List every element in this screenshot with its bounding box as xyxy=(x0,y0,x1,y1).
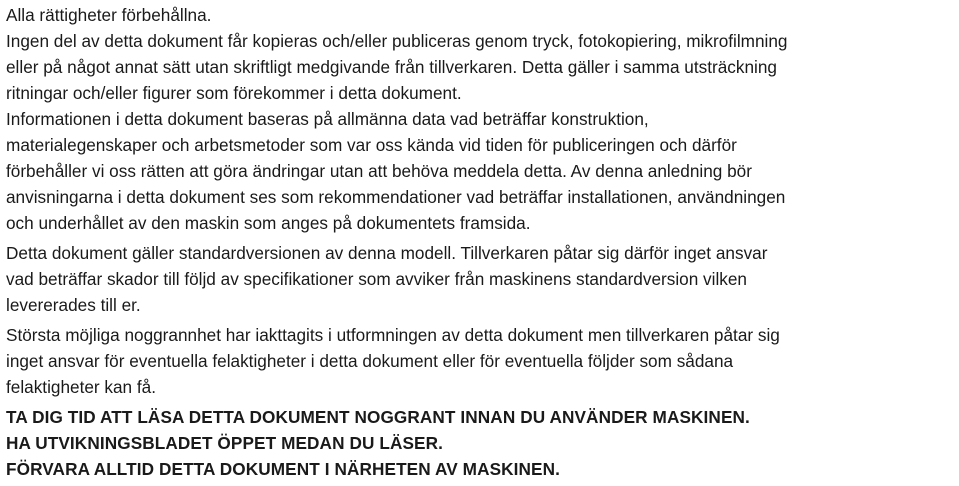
text-line: Detta dokument gäller standardversionen av denna modell. Tillverkaren påtar sig därför inget ansvar xyxy=(6,243,768,263)
text-line: anvisningarna i detta dokument ses som rekommendationer vad beträffar installationen, användningen xyxy=(6,187,786,207)
text-line: Informationen i detta dokument baseras på allmänna data vad beträffar konstruktion, xyxy=(6,109,649,129)
warning-keep-near-machine: FÖRVARA ALLTID DETTA DOKUMENT I NÄRHETEN AV MASKINEN. xyxy=(6,459,561,479)
warning-foldout-open: HA UTVIKNINGSBLADET ÖPPET MEDAN DU LÄSER. xyxy=(6,433,443,453)
text-line: och underhållet av den maskin som anges på dokumentets framsida. xyxy=(6,213,531,233)
text-line: felaktigheter kan få. xyxy=(6,377,157,397)
text-line: Ingen del av detta dokument får kopieras och/eller publiceras genom tryck, fotokopiering, mikrofilmning xyxy=(6,31,788,51)
paragraph-accuracy-disclaimer xyxy=(6,322,954,400)
copyright-heading: Alla rättigheter förbehållna. xyxy=(6,5,212,25)
paragraph-standard-version xyxy=(6,240,954,318)
paragraph-information-basis xyxy=(6,106,954,236)
text-line: levererades till er. xyxy=(6,295,141,315)
text-line: Största möjliga noggrannhet har iakttagits i utformningen av detta dokument men tillverkaren påtar sig xyxy=(6,325,780,345)
text-line: inget ansvar för eventuella felaktigheter i detta dokument eller för eventuella följder som sådana xyxy=(6,351,734,371)
document-page xyxy=(6,2,954,482)
warnings-block xyxy=(6,404,954,482)
text-line: förbehåller vi oss rätten att göra ändringar utan att behöva meddela detta. Av denna anledning bör xyxy=(6,161,752,181)
text-line: vad beträffar skador till följd av specifikationer som avviker från maskinens standardversion vilken xyxy=(6,269,747,289)
warning-read-document: TA DIG TID ATT LÄSA DETTA DOKUMENT NOGGRANT INNAN DU ANVÄNDER MASKINEN. xyxy=(6,407,750,427)
paragraph-copy-restriction xyxy=(6,28,954,106)
text-line: materialegenskaper och arbetsmetoder som var oss kända vid tiden för publiceringen och därför xyxy=(6,135,737,155)
text-line: ritningar och/eller figurer som förekommer i detta dokument. xyxy=(6,83,462,103)
text-line: eller på något annat sätt utan skriftligt medgivande från tillverkaren. Detta gäller i samma utsträckning xyxy=(6,57,777,77)
